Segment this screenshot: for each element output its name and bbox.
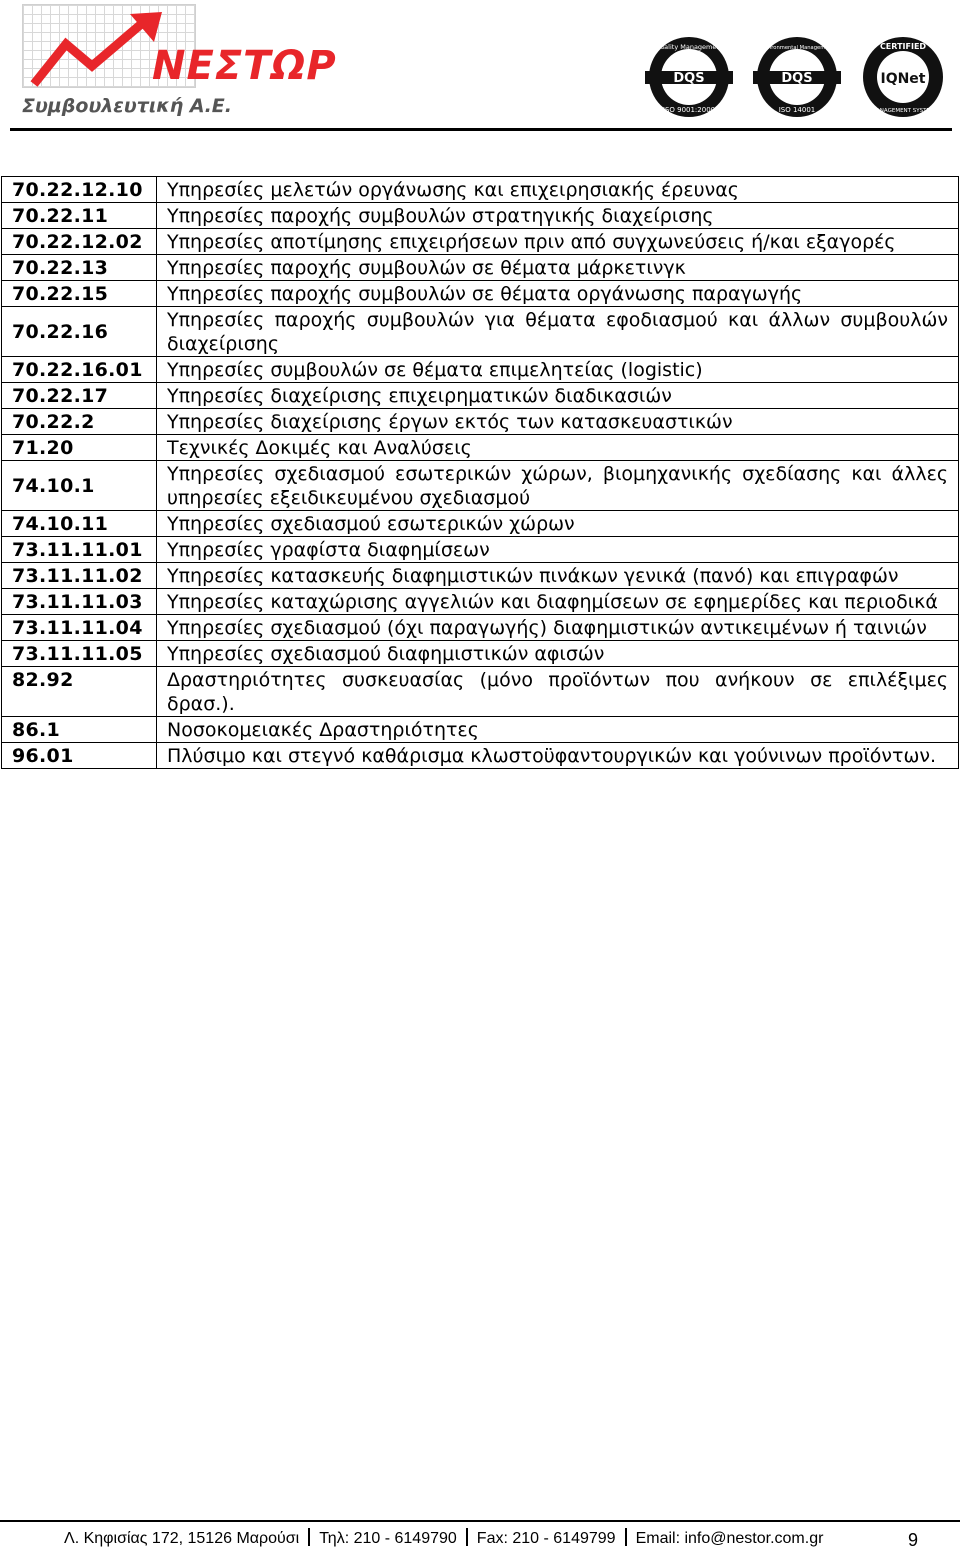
description-cell: Δραστηριότητες συσκευασίας (μόνο προϊόντων που ανήκουν σε επιλέξιμες δρασ.). xyxy=(157,667,959,717)
code-cell: 74.10.1 xyxy=(2,461,157,511)
cert-top-label: Quality Management xyxy=(654,43,724,51)
code-cell: 73.11.11.03 xyxy=(2,589,157,615)
description-cell: Υπηρεσίες σχεδιασμού εσωτερικών χώρων, βιομηχανικής σχεδίασης και άλλες υπηρεσίες εξειδικευμένου σχεδιασμού xyxy=(157,461,959,511)
code-cell: 70.22.11 xyxy=(2,203,157,229)
description-cell: Υπηρεσίες διαχείρισης έργων εκτός των κατασκευαστικών xyxy=(157,409,959,435)
code-cell: 70.22.2 xyxy=(2,409,157,435)
page-footer xyxy=(64,1528,823,1550)
footer-address: Λ. Κηφισίας 172, 15126 Μαρούσι xyxy=(64,1530,300,1547)
table-row xyxy=(2,717,959,743)
table-row xyxy=(2,177,959,203)
description-cell: Υπηρεσίες μελετών οργάνωσης και επιχειρησιακής έρευνας xyxy=(157,177,959,203)
code-cell: 73.11.11.05 xyxy=(2,641,157,667)
code-cell: 70.22.12.10 xyxy=(2,177,157,203)
description-cell: Υπηρεσίες σχεδιασμού διαφημιστικών αφισών xyxy=(157,641,959,667)
description-cell: Υπηρεσίες συμβουλών σε θέματα επιμελητείας (logistic) xyxy=(157,357,959,383)
table-row xyxy=(2,641,959,667)
logo-subtitle: Συμβουλευτική Α.Ε. xyxy=(22,95,232,117)
table-row xyxy=(2,667,959,717)
table-row xyxy=(2,203,959,229)
description-cell: Πλύσιμο και στεγνό καθάρισμα κλωστοϋφαντουργικών και γούνινων προϊόντων. xyxy=(157,743,959,769)
activity-codes-table xyxy=(1,176,959,769)
table-row xyxy=(2,229,959,255)
description-cell: Υπηρεσίες κατασκευής διαφημιστικών πινάκων γενικά (πανό) και επιγραφών xyxy=(157,563,959,589)
code-cell: 82.92 xyxy=(2,667,157,717)
description-cell: Νοσοκομειακές Δραστηριότητες xyxy=(157,717,959,743)
table-row xyxy=(2,511,959,537)
iqnet-certified-badge xyxy=(859,35,947,120)
footer-separator xyxy=(308,1528,310,1546)
company-logo xyxy=(22,4,337,122)
table-row xyxy=(2,537,959,563)
description-cell: Υπηρεσίες παροχής συμβουλών σε θέματα μάρκετινγκ xyxy=(157,255,959,281)
footer-separator xyxy=(625,1528,627,1546)
code-cell: 70.22.16.01 xyxy=(2,357,157,383)
description-cell: Υπηρεσίες διαχείρισης επιχειρηματικών διαδικασιών xyxy=(157,383,959,409)
table-row xyxy=(2,435,959,461)
code-cell: 70.22.13 xyxy=(2,255,157,281)
dqs-iso-14001-badge xyxy=(753,35,841,120)
code-cell: 70.22.15 xyxy=(2,281,157,307)
certification-badges xyxy=(645,35,945,120)
description-cell: Υπηρεσίες γραφίστα διαφημίσεων xyxy=(157,537,959,563)
cert-bottom-label: ISO 14001 xyxy=(778,106,816,114)
page-number: 9 xyxy=(908,1530,919,1550)
header-divider xyxy=(10,128,952,131)
code-cell: 70.22.16 xyxy=(2,307,157,357)
table-row xyxy=(2,307,959,357)
table-row xyxy=(2,409,959,435)
cert-bottom-label: MANAGEMENT SYSTEM xyxy=(871,108,935,114)
description-cell: Υπηρεσίες αποτίμησης επιχειρήσεων πριν από συγχωνεύσεις ή/και εξαγορές xyxy=(157,229,959,255)
code-cell: 96.01 xyxy=(2,743,157,769)
description-cell: Υπηρεσίες σχεδιασμού (όχι παραγωγής) διαφημιστικών αντικειμένων ή ταινιών xyxy=(157,615,959,641)
table-row xyxy=(2,563,959,589)
table-row xyxy=(2,615,959,641)
page-header xyxy=(0,0,960,135)
code-cell: 73.11.11.04 xyxy=(2,615,157,641)
cert-bottom-label: ISO 9001:2000 xyxy=(662,106,716,114)
code-cell: 74.10.11 xyxy=(2,511,157,537)
description-cell: Υπηρεσίες παροχής συμβουλών για θέματα εφοδιασμού και άλλων συμβουλών διαχείρισης xyxy=(157,307,959,357)
table-row xyxy=(2,743,959,769)
cert-center-label: DQS xyxy=(781,71,813,86)
table-row xyxy=(2,589,959,615)
code-cell: 71.20 xyxy=(2,435,157,461)
logo-name: ΝΕΣΤΩΡ xyxy=(152,43,337,89)
cert-top-label: Environmental Management xyxy=(760,45,834,51)
description-cell: Τεχνικές Δοκιμές και Αναλύσεις xyxy=(157,435,959,461)
footer-separator xyxy=(466,1528,468,1546)
description-cell: Υπηρεσίες καταχώρισης αγγελιών και διαφημίσεων σε εφημερίδες και περιοδικά xyxy=(157,589,959,615)
dqs-iso-9001-badge xyxy=(645,35,733,120)
code-cell: 70.22.17 xyxy=(2,383,157,409)
footer-email: Email: info@nestor.com.gr xyxy=(635,1530,824,1547)
cert-center-label: IQNet xyxy=(880,71,926,87)
table-row xyxy=(2,255,959,281)
code-cell: 86.1 xyxy=(2,717,157,743)
table-row xyxy=(2,383,959,409)
table-row xyxy=(2,281,959,307)
description-cell: Υπηρεσίες παροχής συμβουλών στρατηγικής διαχείρισης xyxy=(157,203,959,229)
description-cell: Υπηρεσίες σχεδιασμού εσωτερικών χώρων xyxy=(157,511,959,537)
footer-divider xyxy=(0,1520,960,1522)
code-cell: 70.22.12.02 xyxy=(2,229,157,255)
footer-phone: Τηλ: 210 - 6149790 xyxy=(319,1530,457,1547)
footer-fax: Fax: 210 - 6149799 xyxy=(476,1530,616,1547)
cert-top-label: CERTIFIED xyxy=(879,42,927,51)
table-row xyxy=(2,461,959,511)
table-row xyxy=(2,357,959,383)
code-cell: 73.11.11.01 xyxy=(2,537,157,563)
cert-center-label: DQS xyxy=(673,71,705,86)
description-cell: Υπηρεσίες παροχής συμβουλών σε θέματα οργάνωσης παραγωγής xyxy=(157,281,959,307)
code-cell: 73.11.11.02 xyxy=(2,563,157,589)
